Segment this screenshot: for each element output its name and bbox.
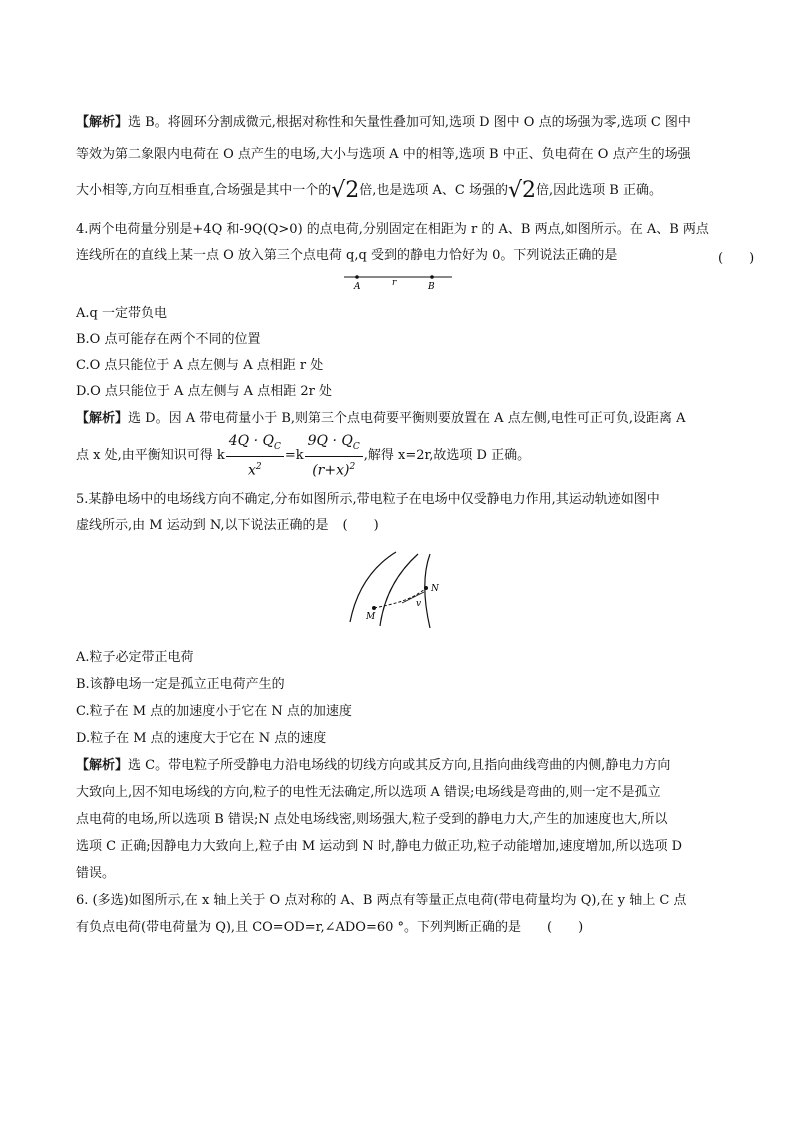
q4-figure-line-ab [340, 270, 456, 292]
q5-analysis-line-3: 点电荷的电场,所以选项 B 错误;N 点处电场线密,则场强大,粒子受到的静电力大,产生的加速度也大,所以 [76, 812, 668, 827]
q6-stem-line-1: 6. (多选)如图所示,在 x 轴上关于 O 点对称的 A、B 两点有等量正点电荷(带电荷量均为 Q),在 y 轴上 C 点 [76, 893, 687, 908]
analysis-tag: 【解析】 [76, 115, 129, 130]
q3-analysis-line-3: 大小相等,方向互相垂直,合场强是其中一个的√2倍,也是选项 A、C 场强的√2倍,因此选项 B 正确。 [76, 178, 662, 203]
q4-answer-paren: ( ) [718, 251, 755, 266]
q3-analysis-line-2: 等效为第二象限内电荷在 O 点产生的电场,大小与选项 A 中的相等,选项 B 中正、负电荷在 O 点产生的场强 [76, 147, 691, 162]
q4-option-d: D.O 点只能位于 A 点左侧与 A 点相距 2r 处 [76, 384, 332, 399]
q4-option-a: A.q 一定带负电 [76, 306, 167, 321]
q5-option-c: C.粒子在 M 点的加速度小于它在 N 点的加速度 [76, 704, 352, 719]
q5-option-a: A.粒子必定带正电荷 [76, 650, 194, 665]
fig-label-m: M [366, 612, 376, 622]
q3-analysis-line-1: 【解析】选 B。将圆环分割成微元,根据对称性和矢量性叠加可知,选项 D 图中 O 点的场强为零,选项 C 图中 [76, 115, 691, 130]
q5-stem-line-1: 5.某静电场中的电场线方向不确定,分布如图所示,带电粒子在电场中仅受静电力作用,其运动轨迹如图中 [76, 492, 660, 507]
q4-stem-line-2: 连线所在的直线上某一点 O 放入第三个点电荷 q,q 受到的静电力恰好为 0。下列说法正确的是 [76, 248, 618, 263]
analysis-tag: 【解析】 [76, 758, 129, 773]
q5-analysis-line-4: 选项 C 正确;因静电力大致向上,粒子由 M 运动到 N 时,静电力做正功,粒子动能增加,速度增加,所以选项 D [76, 839, 683, 854]
q5-stem-line-2: 虚线所示,由 M 运动到 N,以下说法正确的是 ( ) [76, 518, 379, 533]
q4-option-c: C.O 点只能位于 A 点左侧与 A 点相距 r 处 [76, 358, 324, 373]
sqrt2-symbol: √2 [508, 178, 537, 203]
sqrt2-symbol: √2 [331, 178, 360, 203]
analysis-tag: 【解析】 [76, 411, 129, 426]
q4-option-b: B.O 点可能存在两个不同的位置 [76, 332, 261, 347]
fig-label-b: B [428, 282, 435, 292]
q5-analysis-line-1: 【解析】选 C。带电粒子所受静电力沿电场线的切线方向或其反方向,且指向曲线弯曲的内侧,静电力方向 [76, 758, 671, 773]
q5-field-line-figure [344, 548, 444, 630]
fraction-4q-over-x2: $\frac{4Q \cdot Q_C}{x^2}$ [226, 432, 284, 480]
q6-stem-line-2: 有负点电荷(带电荷量为 Q),且 CO=OD=r,∠ADO=60 °。下列判断正确的是 ( ) [76, 920, 584, 935]
fig-label-n: N [431, 584, 439, 594]
q5-option-b: B.该静电场一定是孤立正电荷产生的 [76, 677, 285, 692]
fig-label-v: v [416, 599, 422, 609]
q5-option-d: D.粒子在 M 点的速度大于它在 N 点的速度 [76, 731, 327, 746]
fig-label-r: r [392, 278, 397, 288]
q6-answer-paren: ( ) [547, 920, 584, 935]
q5-analysis-line-2: 大致向上,因不知电场线的方向,粒子的电性无法确定,所以选项 A 错误;电场线是弯曲的,则一定不是孤立 [76, 785, 661, 800]
q4-stem-line-1: 4.两个电荷量分别是+4Q 和-9Q(Q>0) 的点电荷,分别固定在相距为 r 的 A、B 两点,如图所示。在 A、B 两点 [76, 222, 709, 237]
q5-answer-paren: ( ) [342, 518, 379, 533]
q4-analysis-line-2: 点 x 处,由平衡知识可得 k $\frac{4Q \cdot Q_C}{x^2}$ =k $\frac{9Q \cdot Q_C}{(r+x)^2}$ ,解得 x=2r,故选项 D 正确。 [76, 433, 531, 479]
q5-analysis-line-5: 错误。 [76, 866, 116, 881]
q4-analysis-line-1: 【解析】选 D。因 A 带电荷量小于 B,则第三个点电荷要平衡则要放置在 A 点左侧,电性可正可负,设距离 A [76, 411, 686, 426]
fig-label-a: A [354, 282, 361, 292]
fraction-9q-over-r-plus-x2: $\frac{9Q \cdot Q_C}{(r+x)^2}$ [305, 432, 363, 480]
